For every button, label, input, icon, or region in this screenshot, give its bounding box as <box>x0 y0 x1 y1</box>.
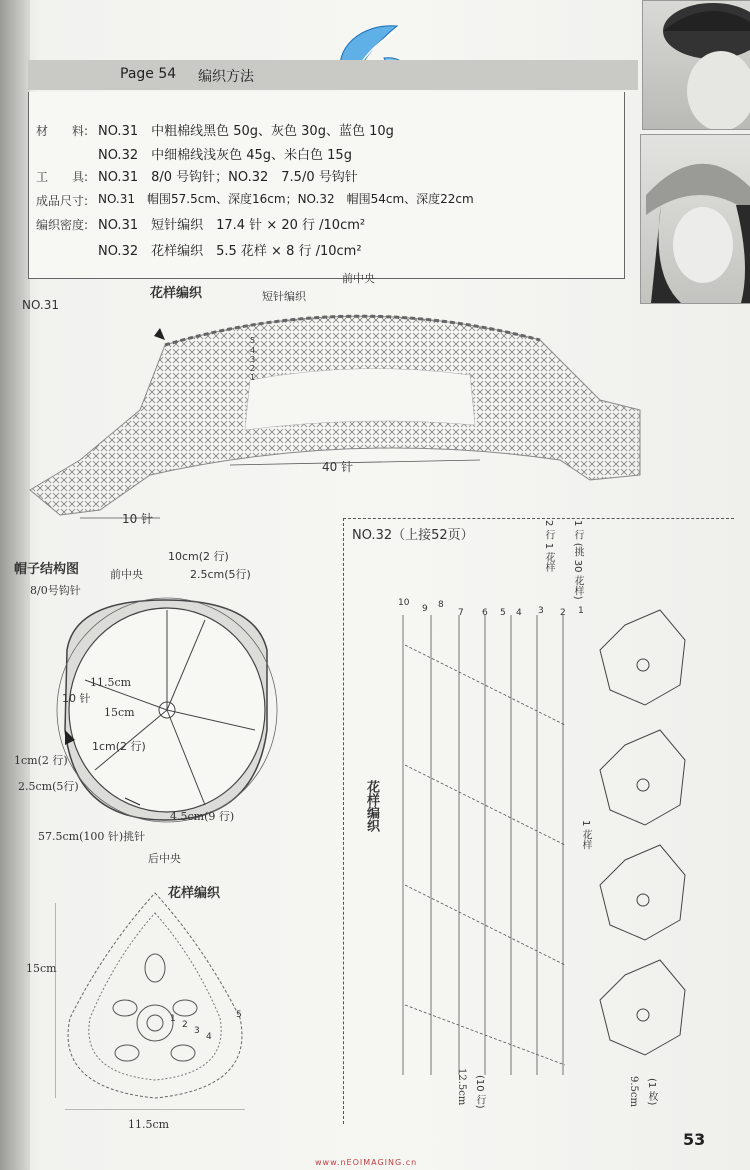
no32-row-5: 5 <box>500 608 506 618</box>
no32-pattern-chart <box>385 595 730 1095</box>
motif-chart <box>55 888 255 1110</box>
no32-row-7: 7 <box>458 608 464 618</box>
no31-row-2: 2 <box>250 364 256 373</box>
hat-structure-diagram <box>55 580 295 840</box>
header-page: Page 54 <box>120 66 177 82</box>
no32-row-4: 4 <box>516 608 522 618</box>
no31-stitches-40: 40 针 <box>322 460 354 474</box>
motif-row-2: 2 <box>182 1020 188 1030</box>
tools-text: NO.31 8/0 号钩针；NO.32 7.5/0 号钩针 <box>98 170 358 185</box>
motif-title: 花样编织 <box>168 886 221 901</box>
page-number: 53 <box>683 1130 706 1149</box>
no32-bottom-right-piece: (1 枚) <box>646 1078 657 1106</box>
no32-bottom-left-rows: (10 行) <box>474 1075 485 1109</box>
structure-circumference: 57.5cm(100 针)挑针 <box>38 830 146 843</box>
no31-stitches-10: 10 针 <box>122 512 154 526</box>
no32-row-8: 8 <box>438 600 444 610</box>
structure-stitches-10: 10 针 <box>62 692 91 705</box>
no32-row-3: 3 <box>538 606 544 616</box>
footer-watermark: www.nEOIMAGING.cn <box>315 1158 418 1167</box>
structure-title: 帽子结构图 <box>14 562 80 577</box>
materials-32: NO.32 中细棉线浅灰色 45g、米白色 15g <box>98 148 352 163</box>
no32-row-10: 10 <box>398 598 410 608</box>
structure-top-dim2: 2.5cm(5行) <box>190 568 251 581</box>
no31-pattern-title: 花样编织 <box>150 286 203 301</box>
structure-top-dim1: 10cm(2 行) <box>168 550 229 563</box>
no32-note-1row: 1 行 (挑 30 花样) <box>572 520 583 600</box>
size-text: NO.31 帽围57.5cm、深度16cm；NO.32 帽围54cm、深度22cm <box>98 192 474 206</box>
no32-label: NO.32（上接52页） <box>352 528 474 543</box>
structure-left-2-5: 2.5cm(5行) <box>18 780 79 793</box>
structure-left-1cm: 1cm(2 行) <box>14 754 68 767</box>
no32-row-2: 2 <box>560 608 566 618</box>
no32-bottom-right: 9.5cm <box>628 1076 639 1107</box>
book-spine <box>0 0 30 1170</box>
model-photo-bottom <box>640 134 750 304</box>
motif-height: 15cm <box>26 962 57 975</box>
structure-dim-4-5: 4.5cm(9 行) <box>170 810 235 823</box>
structure-dim-15: 15cm <box>104 706 135 719</box>
structure-back-center: 后中央 <box>148 852 181 865</box>
gauge-31: NO.31 短针编织 17.4 针 × 20 行 /10cm² <box>98 218 366 233</box>
tools-label: 工 具: <box>36 170 89 184</box>
no32-side-title: 花样编织 <box>364 780 379 832</box>
no31-front-center: 前中央 <box>342 272 375 285</box>
no32-row-6: 6 <box>482 608 488 618</box>
structure-dim-1cm: 1cm(2 行) <box>92 740 146 753</box>
no31-row-5: 5 <box>250 336 256 345</box>
structure-hook: 8/0号钩针 <box>30 584 81 597</box>
motif-row-3: 3 <box>194 1026 200 1036</box>
materials-31: NO.31 中粗棉线黑色 50g、灰色 30g、蓝色 10g <box>98 124 394 139</box>
no32-row-9: 9 <box>422 604 428 614</box>
no31-row-1: 1 <box>250 373 256 382</box>
motif-width: 11.5cm <box>128 1118 170 1131</box>
no31-row-4: 4 <box>250 346 256 355</box>
motif-row-4: 4 <box>206 1032 212 1042</box>
no32-row-1: 1 <box>578 606 584 616</box>
no31-row-3: 3 <box>250 355 256 364</box>
header-method: 编织方法 <box>198 69 254 85</box>
no31-brim-chart <box>20 300 660 530</box>
structure-front-center: 前中央 <box>110 568 143 581</box>
model-photo-top <box>642 0 750 130</box>
no32-bottom-left: 12.5cm <box>456 1068 467 1106</box>
gauge-32: NO.32 花样编织 5.5 花样 × 8 行 /10cm² <box>98 244 362 259</box>
no32-note-2rows: 2 行 1 花样 <box>543 520 554 573</box>
no31-label: NO.31 <box>22 298 60 312</box>
size-label: 成品尺寸: <box>36 194 89 208</box>
structure-dim-11-5: 11.5cm <box>90 676 132 689</box>
motif-row-5: 5 <box>236 1010 242 1020</box>
materials-label: 材 料: <box>36 124 89 138</box>
no31-short-stitch: 短针编织 <box>262 290 306 303</box>
motif-row-1: 1 <box>170 1014 176 1024</box>
no32-note-1pattern: 1 花样 <box>580 820 591 850</box>
gauge-label: 编织密度: <box>36 218 89 232</box>
